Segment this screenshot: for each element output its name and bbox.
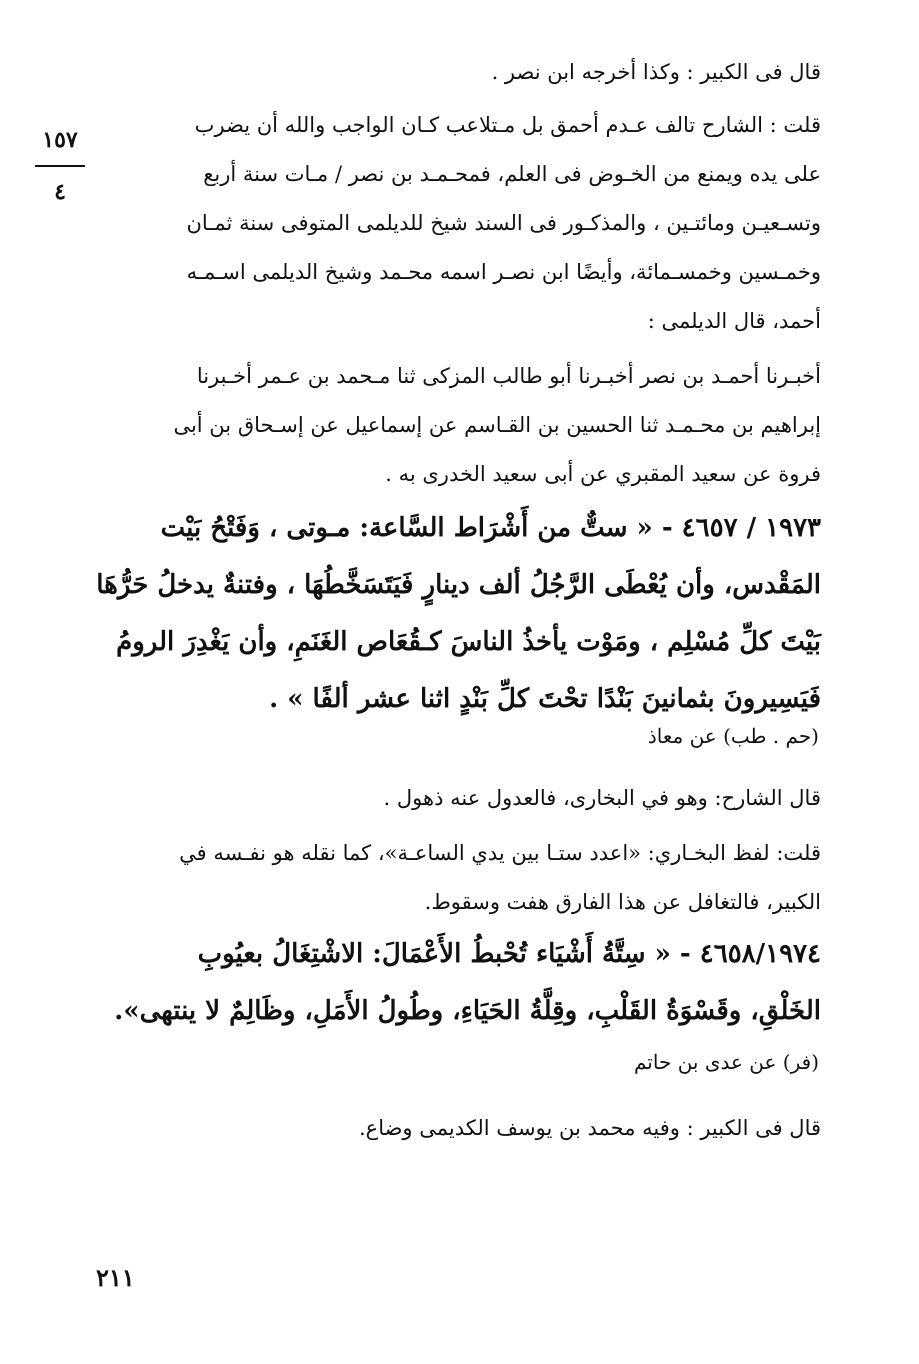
- paragraph-kabir-note: [101, 48, 821, 97]
- margin-ref-top: ١٥٧: [42, 127, 78, 153]
- paragraph-isnad: [109, 352, 821, 499]
- text-line: قلت : الشارح تالف عـدم أحمق بل مـتلاعب كـان الواجب والله أن يضرب: [194, 113, 821, 137]
- text-line: قال الشارح: وهو في البخارى، فالعدول عنه ذهول .: [383, 786, 821, 810]
- paragraph-qultu-1: [109, 101, 821, 346]
- margin-ref-bottom: ٤: [54, 179, 66, 205]
- text-line: الكبير، فالتغافل عن هذا الفارق هفت وسقوط.: [424, 890, 821, 914]
- citation-text: (فر) عن عدى بن حاتم: [634, 1050, 819, 1074]
- text-line: فروة عن سعيد المقبري عن أبى سعيد الخدرى به .: [385, 462, 821, 486]
- hadith-1974: [109, 926, 821, 1040]
- text-line: إبراهيم بن محـمـد ثنا الحسين بن القـاسم عن إسماعيل عن إسـحاق بن أبى: [173, 413, 821, 437]
- hadith-line: ١٩٧٣ / ٤٦٥٧ - « ستٌّ من أَشْرَاط السَّاعة: مـوتى ، وَفَتْحُ بَيْت: [160, 513, 821, 543]
- hadith-line: المَقْدس، وأن يُعْطَى الرَّجُلُ ألف دينارٍ فَيَتَسَخَّطُهَا ، وفتنةٌ يدخلُ حَرُّهَا: [96, 570, 821, 600]
- text-line: وتسـعيـن ومائتـين ، والمذكـور فى السند شيخ للديلمى المتوفى سنة ثمـان: [186, 211, 821, 235]
- page-number: ٢١١: [96, 1263, 135, 1292]
- paragraph-qultu-2: [109, 829, 821, 927]
- source-citation-2: [219, 1038, 819, 1087]
- margin-divider: [35, 165, 85, 167]
- text-line: قلت: لفظ البخـاري: «اعدد ستـا بين يدي الساعـة»، كما نقله هو نفـسه في: [179, 841, 821, 865]
- hadith-1973: [96, 500, 821, 728]
- hadith-line: فَيَسِيرونَ بثمانينَ بَنْدًا تحْتَ كلِّ بَنْدٍ اثنا عشر ألفًا » .: [269, 684, 821, 714]
- text-line: على يده ويمنع من الخـوض فى العلم، فمحـمـد بن نصر / مـات سنة أربع: [203, 162, 821, 186]
- paragraph-sharih: [109, 774, 821, 823]
- text-line: قال فى الكبير : وكذا أخرجه ابن نصر .: [491, 60, 821, 84]
- text-line: أحمد، قال الديلمى :: [647, 309, 821, 333]
- source-citation-1: [219, 712, 819, 761]
- text-line: أخبـرنا أحمـد بن نصر أخبـرنا أبو طالب المزكى ثنا مـحمد بن عـمر أخـبرنا: [196, 364, 821, 388]
- text-line: وخمـسين وخمسـمائة، وأيضًا ابن نصـر اسمه محـمد وشيخ الديلمى اسـمـه: [186, 260, 821, 284]
- paragraph-kabir-final: [109, 1104, 821, 1153]
- margin-reference: [24, 123, 96, 209]
- citation-text: (حم . طب) عن معاذ: [647, 724, 819, 748]
- hadith-line: ٤٦٥٨/١٩٧٤ - « سِتَّةُ أَشْيَاء تُحْبطُ الأَعْمَالَ: الاشْتِغَالُ بعيُوبِ: [197, 939, 821, 969]
- hadith-line: الخَلْقِ، وقَسْوَةُ القَلْبِ، وقِلَّةُ الحَيَاءِ، وطُولُ الأَمَلِ، وظَالِمٌ لا ينتهى».: [114, 996, 821, 1026]
- hadith-line: بَيْتَ كلِّ مُسْلِم ، ومَوْت يأخذُ الناسَ كـقُعَاص الغَنَمِ، وأن يَغْدِرَ الرومُ: [116, 627, 821, 657]
- text-line: قال فى الكبير : وفيه محمد بن يوسف الكديمى وضاع.: [359, 1116, 821, 1140]
